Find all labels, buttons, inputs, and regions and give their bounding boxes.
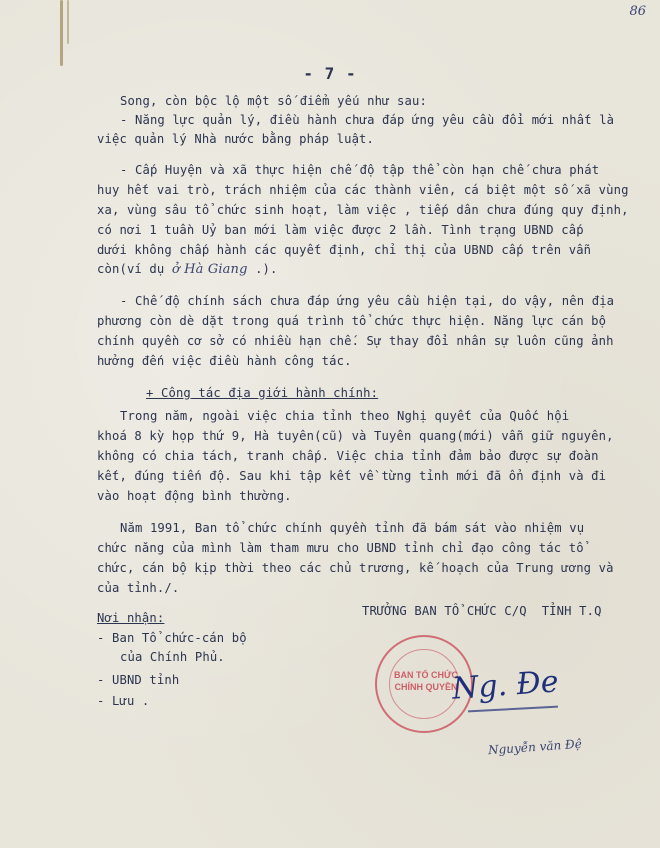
section-line-5: vào hoạt động bình thường.	[97, 489, 292, 503]
weak3-line-4: hưởng đến việc điều hành công tác.	[97, 354, 352, 368]
closing-line-4: của tỉnh./.	[97, 581, 180, 595]
closing-line-3: chức, cán bộ kịp thời theo các chủ trương, kế hoạch của Trung ương và	[97, 561, 614, 575]
weak3-line-1: - Chế độ chính sách chưa đáp ứng yêu cầu hiện tại, do vậy, nên địa	[120, 294, 615, 308]
seal-text-line-1: BAN TỔ CHỨC	[394, 670, 458, 680]
archive-page-number: 86	[629, 4, 646, 19]
weak2-line-4: có nơi 1 tuần Uỷ ban mới làm việc được 2 lần. Tình trạng UBND cấp	[97, 223, 584, 237]
page-number: - 7 -	[303, 64, 357, 83]
section-line-1: Trong năm, ngoài việc chia tỉnh theo Nghị quyết của Quốc hội	[120, 409, 570, 423]
recipient-item: của Chính Phủ.	[105, 650, 225, 664]
weak2-line-6	[97, 262, 278, 277]
recipient-item: - UBND tỉnh	[97, 673, 180, 687]
weak1-line-1: - Năng lực quản lý, điều hành chưa đáp ứng yêu cầu đổi mới nhất là	[120, 113, 615, 127]
closing-line-1: Năm 1991, Ban tổ chức chính quyền tỉnh đã bám sát vào nhiệm vụ	[120, 521, 585, 535]
fold-mark	[60, 0, 63, 66]
recipient-item: - Lưu .	[97, 694, 150, 708]
weak2-line-2: huy hết vai trò, trách nhiệm của các thành viên, cá biệt một số xã vùng	[97, 183, 629, 197]
signature-underline	[468, 706, 558, 713]
weak2-tail-prefix: còn(ví dụ	[97, 262, 165, 276]
signatory-title: TRƯỞNG BAN TỔ CHỨC C/Q TỈNH T.Q	[362, 604, 602, 618]
handwritten-note: ở Hà Giang	[171, 262, 248, 277]
intro-line: Song, còn bộc lộ một số điểm yếu như sau:	[120, 94, 427, 108]
signature-mark: Ng. Đe	[450, 664, 560, 707]
section-line-4: kết, đúng tiến độ. Sau khi tập kết về từng tỉnh mới đã ổn định và đi	[97, 469, 607, 483]
section-line-3: không có chia tách, tranh chấp. Việc chia tỉnh đảm bảo được sự đoàn	[97, 449, 599, 463]
weak2-line-1: - Cấp Huyện và xã thực hiện chế độ tập thể còn hạn chế chưa phát	[120, 163, 600, 177]
weak3-line-3: chính quyền cơ sở có nhiều hạn chế. Sự thay đổi nhân sự luôn cũng ảnh	[97, 334, 614, 348]
section-line-2: khoá 8 kỳ họp thứ 9, Hà tuyên(cũ) và Tuyên quang(mới) vẫn giữ nguyên,	[97, 429, 614, 443]
signer-name: Nguyễn văn Đệ	[487, 736, 583, 758]
weak3-line-2: phương còn dè dặt trong quá trình tổ chức thực hiện. Năng lực cán bộ	[97, 314, 607, 328]
weak2-line-3: xa, vùng sâu tổ chức sinh hoạt, làm việc , tiếp dân chưa đúng quy định,	[97, 203, 629, 217]
recipients-heading: Nơi nhận:	[97, 611, 165, 625]
section-title: + Công tác địa giới hành chính:	[146, 386, 379, 400]
weak2-line-5: dưới không chấp hành các quyết định, chỉ thị của UBND cấp trên vẫn	[97, 243, 592, 257]
recipient-item: - Ban Tổ chức-cán bộ	[97, 631, 247, 645]
weak2-tail-suffix: .).	[255, 262, 278, 276]
weak1-line-2: việc quản lý Nhà nước bằng pháp luật.	[97, 132, 375, 146]
closing-line-2: chức năng của mình làm tham mưu cho UBND tỉnh chỉ đạo công tác tổ	[97, 541, 584, 555]
seal-text-line-2: CHÍNH QUYỀN	[394, 682, 458, 692]
fold-mark-secondary	[67, 0, 69, 44]
